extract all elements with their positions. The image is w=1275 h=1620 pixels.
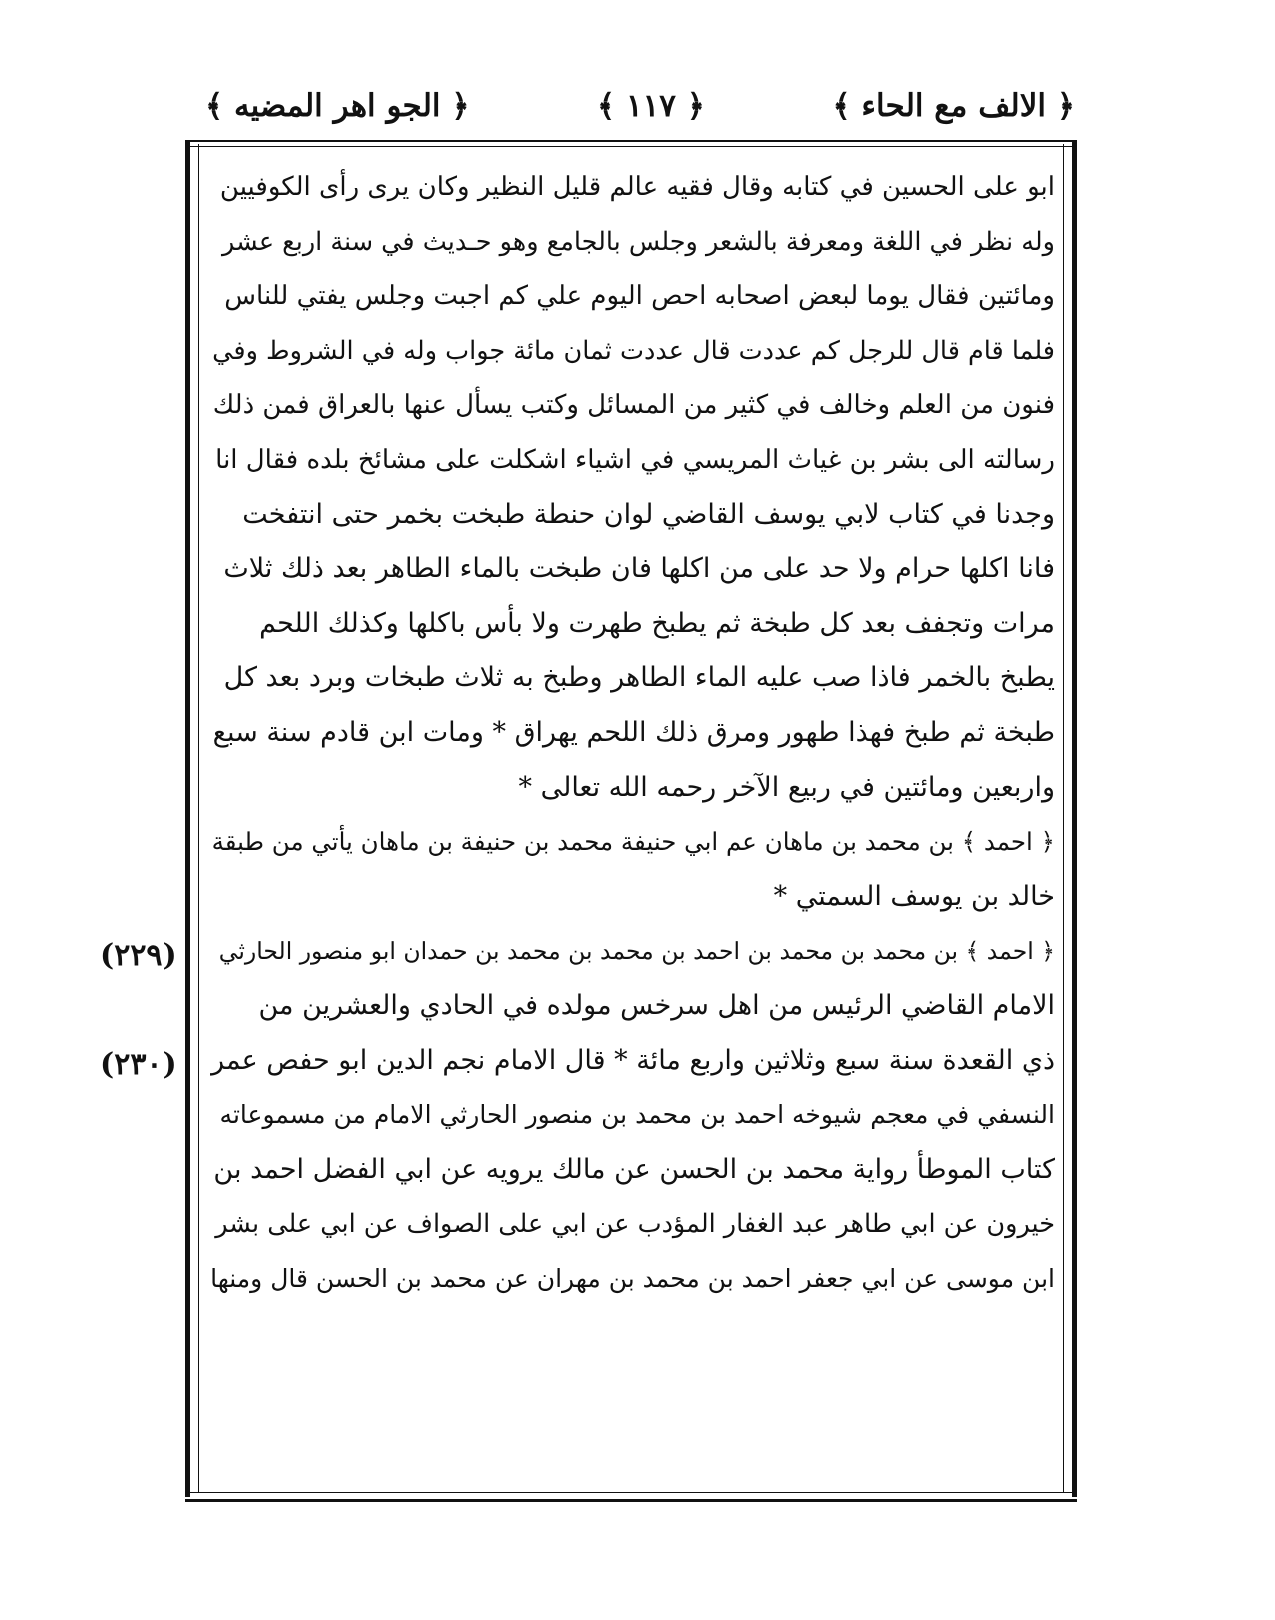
text-line: ابن موسى عن ابي جعفر احمد بن محمد بن مهران عن محمد بن الحسن قال ومنها	[210, 1263, 1055, 1293]
frame-rule-bottom	[185, 1499, 1077, 1502]
text-line: وجدنا في كتاب لابي يوسف القاضي لوان حنطة طبخت بخمر حتى انتفخت	[242, 498, 1055, 530]
text-line: رسالته الى بشر بن غياث المريسي في اشياء اشكلت على مشائخ بلده فقال انا	[215, 444, 1055, 475]
text-line: مرات وتجفف بعد كل طبخة ثم يطبخ طهرت ولا بأس باكلها وكذلك اللحم	[259, 607, 1055, 639]
text-line: الامام القاضي الرئيس من اهل سرخس مولده في الحادي والعشرين من	[258, 989, 1055, 1021]
header-book-title: ﴿ الجو اهر المضيه ﴾	[205, 87, 470, 124]
text-line: واربعين ومائتين في ربيع الآخر رحمه الله تعالى *	[518, 771, 1055, 803]
entry-number-229: (٢٢٩)	[100, 938, 177, 973]
text-line: فنون من العلم وخالف في كثير من المسائل وكتب يسأل عنها بالعراق فمن ذلك	[212, 390, 1055, 421]
text-line: ابو على الحسين في كتابه وقال فقيه عالم قليل النظير وكان يرى رأى الكوفيين	[219, 172, 1055, 202]
text-line: ذي القعدة سنة سبع وثلاثين واربع مائة * قال الامام نجم الدين ابو حفص عمر	[211, 1044, 1055, 1076]
text-line: النسفي في معجم شيوخه احمد بن محمد بن منصور الحارثي الامام من مسموعاته	[219, 1100, 1055, 1130]
text-line: خالد بن يوسف السمتي *	[773, 880, 1055, 912]
text-line: وله نظر في اللغة ومعرفة بالشعر وجلس بالجامع وهو حـديث في سنة اربع عشر	[222, 226, 1055, 257]
text-line: كتاب الموطأ رواية محمد بن الحسن عن مالك يرويه عن ابي الفضل احمد بن	[213, 1153, 1055, 1185]
entry-line: ﴿ احمد ﴾ بن محمد بن ماهان عم ابي حنيفة محمد بن حنيفة بن ماهان يأتي من طبقة	[211, 827, 1055, 857]
text-line: طبخة ثم طبخ فهذا طهور ومرق ذلك اللحم يهراق * ومات ابن قادم سنة سبع	[212, 716, 1055, 748]
text-line: خيرون عن ابي طاهر عبد الغفار المؤدب عن ابي على الصواف عن ابي على بشر	[215, 1209, 1055, 1240]
entry-number-230: (٢٣٠)	[100, 1047, 177, 1082]
header-section-title: ﴿ الالف مع الحاء ﴾	[832, 87, 1075, 124]
entry-line: ﴿ احمد ﴾ بن محمد بن محمد بن احمد بن محمد بن محمد بن حمدان ابو منصور الحارثي	[218, 937, 1055, 966]
frame-rule-bottom-inner	[185, 1492, 1077, 1493]
text-line: يطبخ بالخمر فاذا صب عليه الماء الطاهر وطبخ به ثلاث طبخات وبرد بعد كل	[223, 662, 1055, 694]
text-line: فلما قام قال للرجل كم عددت قال عددت ثمان مائة جواب وله في الشروط وفي	[212, 335, 1055, 366]
text-line: ومائتين فقال يوما لبعض اصحابه احص اليوم علي كم اجبت وجلس يفتي للناس	[224, 281, 1055, 312]
text-line: فانا اكلها حرام ولا حد على من اكلها فان طبخت بالماء الطاهر بعد ذلك ثلاث	[223, 553, 1055, 585]
body-text	[210, 160, 1055, 1306]
header-page-number: ﴿ ١١٧ ﴾	[597, 87, 705, 124]
page-header	[205, 78, 1075, 133]
